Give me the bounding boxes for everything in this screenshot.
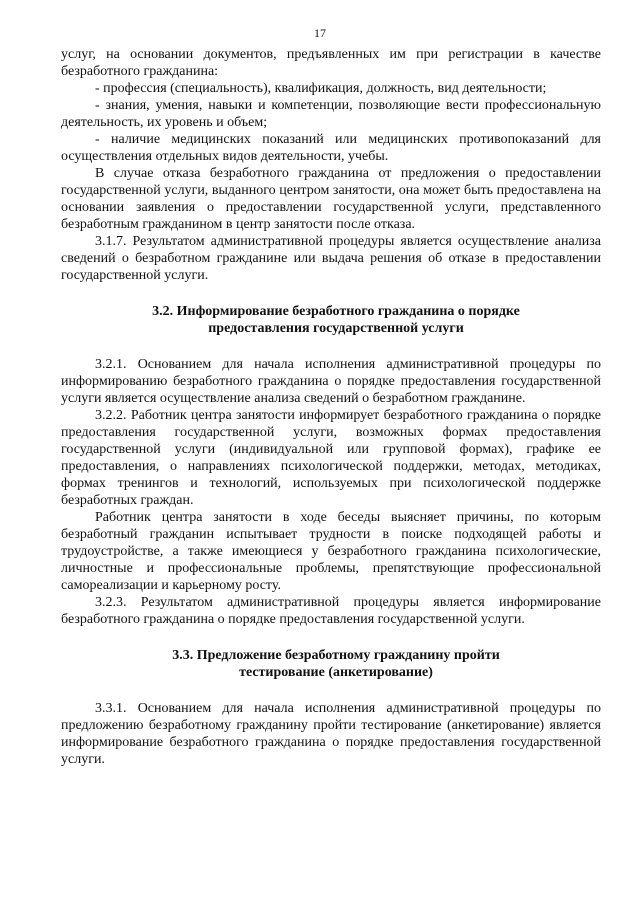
paragraph-3-2-1: 3.2.1. Основанием для начала исполнения административной процедуры по информированию безработного гражданина о порядке предоставления государственной услуги является осуществление анализа сведений о безработном гражданине. [61,357,601,406]
paragraph-interview: Работник центра занятости в ходе беседы выясняет причины, по которым безработный гражданин испытывает трудности в поиске подходящей работы и трудоустройстве, а также имеющиеся у безработного гражданина психологические, личностные и профессиональные проблемы, препятствующие профессиональной самореализации и карьерному росту. [61,510,601,593]
paragraph-refusal: В случае отказа безработного гражданина от предложения о предоставлении государственной услуги, выданного центром занятости, она может быть предоставлена на основании заявления о предоставлении государственной услуги, представленного безработным гражданином в центр занятости после отказа. [61,166,601,232]
list-item-profession: - профессия (специальность), квалификация, должность, вид деятельности; [95,81,547,96]
heading-line: 3.3. Предложение безработному гражданину пройти [172,648,500,663]
heading-line: предоставления государственной услуги [208,321,464,336]
page-content [61,46,601,768]
paragraph-3-1-7: 3.1.7. Результатом административной процедуры является осуществление анализа сведений о безработном гражданине или выдача решения об отказе в предоставлении государственной услуги. [61,234,601,283]
section-heading-3-3 [61,647,601,681]
page-number: 17 [314,26,326,40]
paragraph-3-2-2: 3.2.2. Работник центра занятости информирует безработного гражданина о порядке предоставления государственной услуги, возможных формах предоставления государственной услуги (индивидуальной или групповой формах), графике ее предоставления, о направлениях психологической поддержки, методах, методиках, формах тренингов и технологий, используемых при психологической поддержке безработных граждан. [61,408,601,508]
paragraph-continuation: услуг, на основании документов, предъявленных им при регистрации в качестве безработного гражданина: [61,47,601,79]
paragraph-3-2-3: 3.2.3. Результатом административной процедуры является информирование безработного гражданина о порядке предоставления государственной услуги. [61,595,601,627]
paragraph-3-3-1: 3.3.1. Основанием для начала исполнения административной процедуры по предложению безработному гражданину пройти тестирование (анкетирование) является информирование безработного гражданина о порядке предоставления государственной услуги. [61,701,601,767]
list-item-medical: - наличие медицинских показаний или медицинских противопоказаний для осуществления отдельных видов деятельности, учебы. [61,132,601,164]
heading-line: тестирование (анкетирование) [239,665,433,680]
list-item-skills: - знания, умения, навыки и компетенции, позволяющие вести профессиональную деятельность, их уровень и объем; [61,98,601,130]
section-heading-3-2 [61,303,601,337]
heading-line: 3.2. Информирование безработного гражданина о порядке [152,304,520,319]
